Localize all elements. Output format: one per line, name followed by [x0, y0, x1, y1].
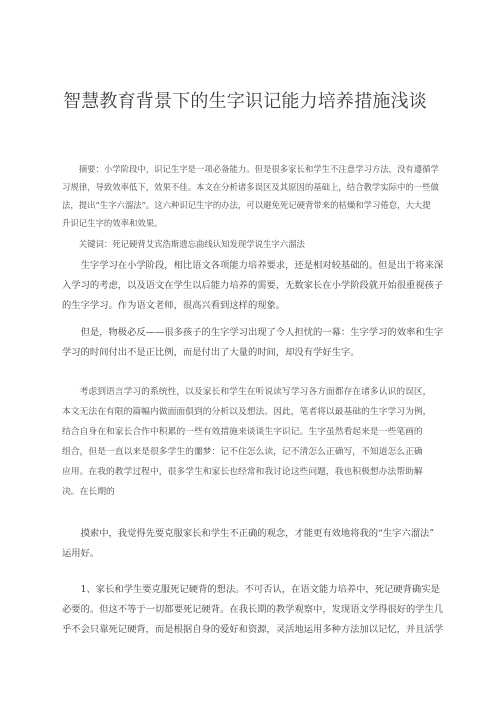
- body-paragraph-2: [62, 323, 446, 363]
- paragraph-line: 运用好。: [62, 548, 100, 559]
- paragraph-line: 本文无法在有限的篇幅内做面面俱到的分析以及想法。因此，笔者将以最基础的生字学习为例，: [62, 407, 432, 417]
- abstract-line: 法，提出“生字六溜法”。这六种识记生字的办法，可以避免死记硬背带来的枯燥和学习倦怠，大大提: [62, 200, 431, 210]
- paragraph-line: 1、家长和学生要克服死记硬背的想法。不可否认，在语文能力培养中，死记硬背确实是: [80, 584, 440, 595]
- keywords-line: [62, 235, 446, 253]
- paragraph-line: 决。在长期的: [62, 487, 115, 497]
- paragraph-line: 生字学习在小学阶段，相比语文各项能力培养要求，还是相对较基础的。但是出于将来深: [80, 260, 444, 271]
- body-paragraph-5: [62, 580, 446, 640]
- paragraph-line: 的生字学习。作为语文老师，很高兴看到这样的现象。: [62, 300, 286, 311]
- paragraph-line: 考虑到语言学习的系统性，以及家长和学生在听说读写学习各方面都存在诸多认识的误区，: [79, 387, 432, 397]
- paragraph-line: 学习的时间付出不是正比例，而是付出了大量的时间，却没有学好生字。: [62, 347, 360, 358]
- paragraph-line: 组合，但是一直以来是很多学生的噩梦：记不住怎么读，记不清怎么正确写，不知道怎么正确: [62, 447, 423, 457]
- body-paragraph-1: [62, 256, 446, 316]
- body-paragraph-4: [62, 524, 446, 564]
- abstract-line: 摘要：小学阶段中，识记生字是一项必备能力。但是很多家长和学生不注意学习方法，没有遵循学: [78, 164, 439, 174]
- paragraph-line: 摸索中，我觉得先要克服家长和学生不正确的观念，才能更有效地将我的“生字六溜法”: [80, 528, 435, 539]
- abstract-line: 升识记生字的效率和效果。: [62, 218, 163, 228]
- paragraph-line: 乎不会只靠死记硬背，而是根据自身的爱好和资源，灵活地运用多种方法加以记忆，并且活学: [62, 624, 444, 635]
- document-title: 智慧教育背景下的生字识记能力培养措施浅谈: [63, 91, 427, 112]
- paragraph-line: 应用。在我的教学过程中，很多学生和家长也经常和我讨论这些问题，我也积极想办法帮助解: [62, 467, 423, 477]
- body-paragraph-3: [62, 382, 446, 502]
- paragraph-line: 必要的。但这不等于一切都要死记硬背。在我长期的教学观察中，发现语文学得很好的学生几: [62, 604, 444, 615]
- paragraph-line: 入学习的考虑，以及语文在学生以后能力培养的需要，无数家长在小学阶段就开始很重视孩子: [62, 280, 444, 291]
- abstract-paragraph: [62, 160, 446, 232]
- paragraph-line: 结合自身在和家长合作中积累的一些有效措施来谈谈生字识记。生字虽然看起来是一些笔画的: [62, 427, 423, 437]
- keywords-text: 关键词：死记硬背艾宾浩斯遗忘曲线认知发现学说生字六溜法: [78, 239, 305, 249]
- abstract-line: 习规律，导致效率低下，效果不佳。本文在分析诸多误区及其原因的基础上，结合教学实际中的一些做: [62, 182, 439, 192]
- paragraph-line: 但是，物极必反——很多孩子的生字学习出现了令人担忧的一幕：生字学习的效率和生字: [80, 327, 444, 338]
